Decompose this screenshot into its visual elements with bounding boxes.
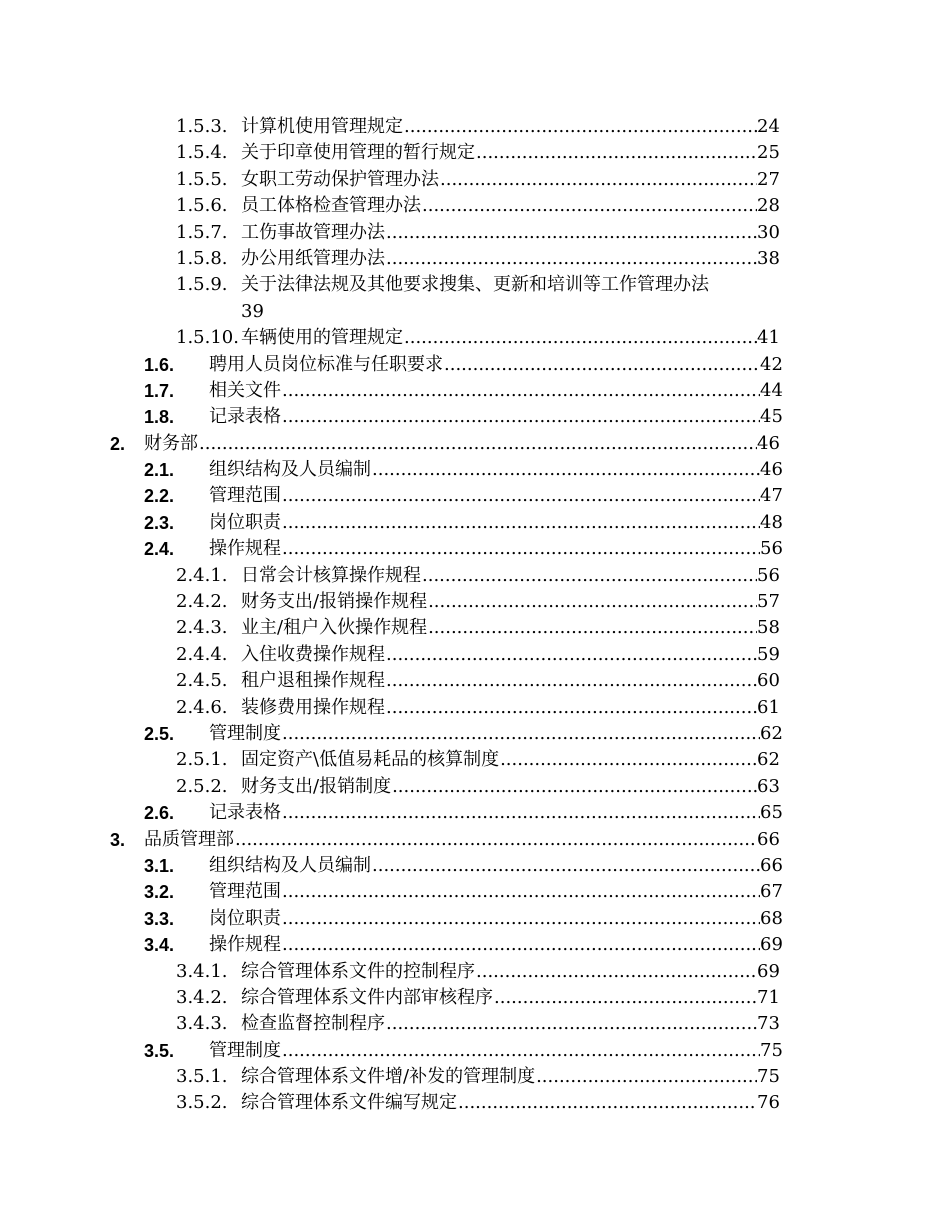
toc-entry-number: 3.1. [144,855,175,876]
toc-entry-title: 综合管理体系文件的控制程序 [241,960,475,982]
toc-dot-leader [386,695,757,721]
toc-entry-title: 关于法律法规及其他要求搜集、更新和培训等工作管理办法 [241,274,709,296]
toc-dot-leader [372,853,760,879]
toc-entry-number: 1.5.5. [176,168,228,190]
toc-entry-number: 3. [110,829,126,850]
toc-entry-number: 1.7. [144,380,175,401]
toc-entry-page-number: 69 [760,934,783,956]
toc-entry[interactable] [0,1011,950,1037]
toc-entry-title: 计算机使用管理规定 [241,116,403,137]
toc-entry-number: 1.5.6. [176,195,228,217]
toc-entry[interactable] [0,959,950,985]
toc-entry[interactable] [0,615,950,641]
toc-entry-page-number: 56 [757,564,780,586]
toc-entry-title: 管理制度 [209,1039,281,1061]
toc-entry[interactable] [0,167,950,193]
toc-entry-title: 记录表格 [209,802,281,824]
toc-entry[interactable] [0,747,950,773]
toc-entry[interactable] [0,985,950,1011]
toc-entry[interactable] [0,906,950,932]
toc-entry-page-number: 46 [757,432,780,454]
toc-entry[interactable] [0,246,950,272]
toc-entry-number: 3.5.1. [176,1066,228,1088]
toc-entry-page-number: 60 [757,670,780,692]
toc-entry-title: 财务支出/报销制度 [241,775,392,797]
toc-entry-number: 1.5.10. [176,327,239,349]
toc-entry-page-number: 59 [757,643,780,665]
toc-entry-title: 车辆使用的管理规定 [241,327,403,349]
toc-entry[interactable] [0,1090,950,1116]
toc-entry-number: 1.5.7. [176,221,228,243]
toc-entry-page-number: 75 [757,1066,780,1088]
toc-entry-page-number: 24 [757,116,780,137]
toc-entry-page-number: 42 [760,353,783,375]
toc-entry-number: 1.5.8. [176,247,228,269]
toc-entry-number: 2.4.2. [176,591,228,613]
toc-entry[interactable] [0,140,950,166]
toc-entry-number: 1.6. [144,354,175,375]
toc-entry-page-number: 73 [757,1013,780,1035]
toc-dot-leader [500,747,757,773]
toc-dot-leader [386,642,757,668]
toc-entry[interactable] [0,272,950,325]
toc-entry-page-number: 68 [760,907,783,929]
toc-dot-leader [386,1011,757,1037]
toc-entry-number: 2.2. [144,486,175,507]
toc-entry-page-number: 45 [760,406,783,428]
toc-entry-page-number: 66 [760,854,783,876]
toc-entry[interactable] [0,642,950,668]
toc-entry-page-number: 71 [757,986,780,1008]
toc-entry-number: 2.1. [144,460,175,481]
toc-dot-leader [422,563,757,589]
toc-dot-leader [282,721,760,747]
toc-entry-title: 综合管理体系文件增/补发的管理制度 [241,1066,536,1088]
toc-entry-page-number: 63 [757,775,780,797]
toc-entry-page-number: 57 [757,591,780,613]
toc-dot-leader [494,985,757,1011]
toc-entry[interactable] [0,352,950,378]
toc-entry-title: 财务支出/报销操作规程 [241,591,428,613]
toc-entry-title: 操作规程 [209,538,281,560]
toc-entry[interactable] [0,668,950,694]
toc-entry-page-number: 46 [760,459,783,481]
toc-entry-page-number: 39 [241,300,264,322]
toc-entry-title: 装修费用操作规程 [241,696,385,718]
toc-entry-page-number: 30 [757,221,780,243]
toc-entry-number: 3.5. [144,1040,175,1061]
toc-entry-title: 业主/租户入伙操作规程 [241,617,428,639]
toc-entry-title: 关于印章使用管理的暂行规定 [241,142,475,164]
toc-entry-page-number: 62 [760,723,783,744]
toc-entry-title: 固定资产\低值易耗品的核算制度 [241,749,500,771]
toc-entry-title: 管理范围 [209,881,281,903]
toc-dot-leader [404,114,757,140]
toc-entry[interactable] [0,536,950,562]
toc-entry[interactable] [0,800,950,826]
toc-entry[interactable] [0,325,950,351]
toc-dot-leader [282,378,760,404]
toc-entry-page-number: 67 [760,881,783,903]
toc-entry-title: 相关文件 [209,379,281,401]
toc-entry-page-number: 69 [757,960,780,982]
toc-entry[interactable] [0,721,950,747]
toc-entry-number: 3.2. [144,882,175,903]
toc-entry-title: 工伤事故管理办法 [241,221,385,243]
toc-dot-leader [476,140,757,166]
toc-entry-number: 2.5. [144,724,175,744]
toc-entry-page-number: 25 [757,142,780,164]
toc-entry-title: 记录表格 [209,406,281,428]
toc-entry-number: 2.5.2. [176,775,228,797]
toc-entry[interactable] [0,1064,950,1090]
toc-entry[interactable] [0,220,950,246]
toc-dot-leader [282,932,760,958]
toc-dot-leader [422,193,757,219]
toc-entry[interactable] [0,774,950,800]
toc-entry[interactable] [0,879,950,905]
toc-entry-title: 日常会计核算操作规程 [241,564,421,586]
toc-entry-page-number: 48 [760,511,783,533]
toc-entry-page-number: 65 [760,802,783,824]
toc-dot-leader [282,800,760,826]
toc-entry[interactable] [0,853,950,879]
toc-entry-page-number: 44 [760,379,783,401]
toc-entry-page-number: 58 [757,617,780,639]
toc-dot-leader [392,774,757,800]
toc-entry-page-number: 28 [757,195,780,217]
toc-entry-page-number: 75 [760,1039,783,1061]
toc-entry-number: 2.5.1. [176,749,228,771]
toc-entry-page-number: 56 [760,538,783,560]
toc-entry-number: 2.3. [144,512,175,533]
toc-dot-leader [458,1090,757,1116]
toc-entry-number: 3.4. [144,935,175,956]
toc-entry-number: 2.4. [144,539,175,560]
toc-entry-page-number: 27 [757,168,780,190]
toc-entry[interactable] [0,457,950,483]
toc-entry[interactable] [0,1038,950,1064]
toc-entry-title: 综合管理体系文件编写规定 [241,1092,457,1114]
toc-entry-title: 入住收费操作规程 [241,643,385,665]
toc-dot-leader [428,589,757,615]
toc-entry[interactable] [0,510,950,536]
toc-entry-title: 员工体格检查管理办法 [241,195,421,217]
toc-entry[interactable] [0,563,950,589]
toc-entry-number: 3.4.3. [176,1013,228,1035]
toc-entry-number: 2.4.1. [176,564,228,586]
toc-entry-number: 3.3. [144,908,175,929]
toc-entry[interactable] [0,589,950,615]
toc-dot-leader [235,827,757,853]
toc-entry[interactable] [0,827,950,853]
toc-entry-title: 岗位职责 [209,907,281,929]
toc-entry-title: 聘用人员岗位标准与任职要求 [209,353,443,375]
toc-dot-leader [282,510,760,536]
toc-dot-leader [386,246,757,272]
toc-entry-title: 办公用纸管理办法 [241,247,385,269]
toc-entry-number: 2.4.3. [176,617,228,639]
toc-entry[interactable] [0,695,950,721]
toc-dot-leader [440,167,757,193]
toc-entry-number: 2. [110,433,126,454]
toc-entry-number: 2.4.4. [176,643,228,665]
toc-entry[interactable] [0,483,950,509]
toc-entry-title: 组织结构及人员编制 [209,854,371,876]
toc-dot-leader [282,1038,760,1064]
table-of-contents [0,114,950,1117]
toc-entry-number: 1.5.9. [176,274,228,296]
toc-dot-leader [282,483,760,509]
toc-entry-title: 租户退租操作规程 [241,670,385,692]
toc-entry[interactable] [0,193,950,219]
toc-dot-leader [386,220,757,246]
toc-dot-leader [282,536,760,562]
toc-entry-number: 3.5.2. [176,1092,228,1114]
toc-entry[interactable] [0,114,950,140]
toc-dot-leader [282,879,760,905]
toc-entry-title: 检查监督控制程序 [241,1013,385,1035]
toc-entry-page-number: 66 [757,828,780,850]
toc-dot-leader [428,615,757,641]
toc-entry-page-number: 62 [757,749,780,771]
toc-entry-number: 1.5.4. [176,142,228,164]
toc-dot-leader [404,325,757,351]
toc-dot-leader [476,959,757,985]
toc-entry-page-number: 61 [757,696,780,718]
toc-entry-number: 2.4.5. [176,670,228,692]
toc-entry-title: 岗位职责 [209,511,281,533]
toc-entry-page-number: 47 [760,485,783,507]
toc-entry-number: 1.5.3. [176,116,228,137]
toc-entry-number: 1.8. [144,407,175,428]
toc-entry-page-number: 41 [757,327,780,349]
toc-entry-title: 综合管理体系文件内部审核程序 [241,986,493,1008]
toc-dot-leader [282,906,760,932]
toc-entry[interactable] [0,431,950,457]
toc-entry[interactable] [0,378,950,404]
toc-entry-title: 管理范围 [209,485,281,507]
toc-dot-leader [282,404,760,430]
toc-entry-page-number: 76 [757,1092,780,1114]
toc-entry-title: 组织结构及人员编制 [209,459,371,481]
toc-entry[interactable] [0,932,950,958]
toc-entry-title: 操作规程 [209,934,281,956]
toc-entry-title: 女职工劳动保护管理办法 [241,168,439,190]
toc-dot-leader [199,431,757,457]
toc-entry-number: 2.6. [144,803,175,824]
toc-entry-number: 3.4.2. [176,986,228,1008]
toc-entry-number: 3.4.1. [176,960,228,982]
toc-entry-title: 财务部 [144,432,198,454]
toc-entry-page-number: 38 [757,247,780,269]
toc-entry-title: 品质管理部 [144,828,234,850]
toc-dot-leader [444,352,760,378]
toc-entry-title: 管理制度 [209,723,281,744]
toc-entry[interactable] [0,404,950,430]
toc-dot-leader [372,457,760,483]
toc-dot-leader [536,1064,757,1090]
toc-entry-number: 2.4.6. [176,696,228,718]
toc-dot-leader [386,668,757,694]
